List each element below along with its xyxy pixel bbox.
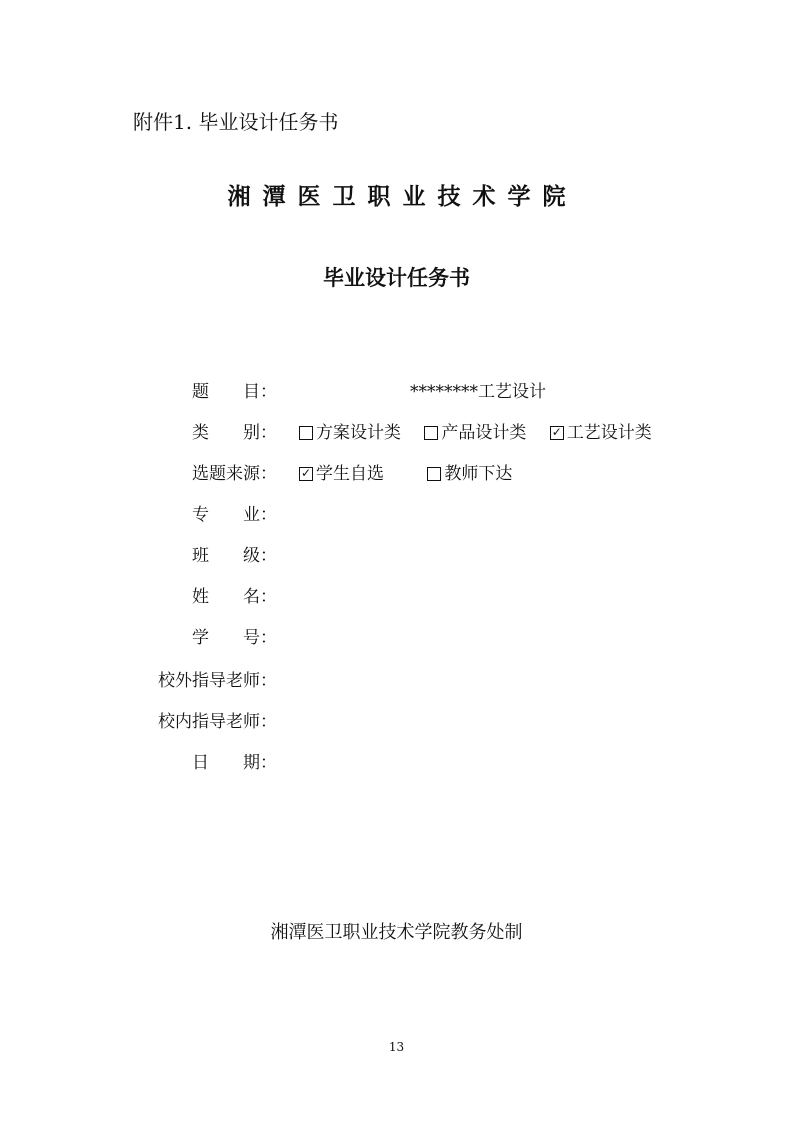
attachment-heading: 附件1. 毕业设计任务书 bbox=[133, 110, 339, 134]
checked-checkbox-icon[interactable] bbox=[550, 426, 564, 440]
topic-row bbox=[0, 378, 793, 406]
school-name: 湘潭医卫职业技术学院 bbox=[227, 184, 578, 210]
category-label: 类 别： bbox=[192, 423, 277, 443]
topic-label: 题 目： bbox=[192, 382, 277, 402]
source-label: 选题来源： bbox=[192, 464, 277, 484]
source-options bbox=[299, 460, 530, 490]
category-option-product[interactable]: 产品设计类 bbox=[424, 419, 526, 447]
internal-advisor-label: 校内指导老师： bbox=[158, 712, 277, 732]
internal-advisor-row bbox=[0, 708, 793, 736]
external-advisor-label: 校外指导老师： bbox=[158, 671, 277, 691]
checkbox-icon[interactable] bbox=[299, 426, 313, 440]
category-options bbox=[299, 419, 670, 449]
source-row bbox=[0, 460, 793, 488]
category-option-scheme[interactable]: 方案设计类 bbox=[299, 419, 401, 447]
category-row bbox=[0, 419, 793, 447]
document-title: 毕业设计任务书 bbox=[323, 266, 470, 290]
class-label: 班 级： bbox=[192, 546, 277, 566]
checkbox-icon[interactable] bbox=[424, 426, 438, 440]
checked-checkbox-icon[interactable] bbox=[299, 467, 313, 481]
student-id-row bbox=[0, 624, 793, 652]
date-row bbox=[0, 749, 793, 777]
source-option-teacher[interactable]: 教师下达 bbox=[427, 460, 512, 488]
topic-value: ********工艺设计 bbox=[410, 382, 546, 402]
major-label: 专 业： bbox=[192, 505, 277, 525]
major-row bbox=[0, 501, 793, 529]
issuer-footer: 湘潭医卫职业技术学院教务处制 bbox=[270, 922, 523, 943]
student-id-label: 学 号： bbox=[192, 628, 277, 648]
checkbox-icon[interactable] bbox=[427, 467, 441, 481]
name-label: 姓 名： bbox=[192, 587, 277, 607]
page-number: 13 bbox=[388, 1040, 405, 1054]
external-advisor-row bbox=[0, 667, 793, 695]
name-row bbox=[0, 583, 793, 611]
class-row bbox=[0, 542, 793, 570]
category-option-process[interactable]: ✓ 工艺设计类 bbox=[550, 419, 652, 447]
source-option-student[interactable]: ✓ 学生自选 bbox=[299, 460, 384, 488]
date-label: 日 期： bbox=[192, 753, 277, 773]
